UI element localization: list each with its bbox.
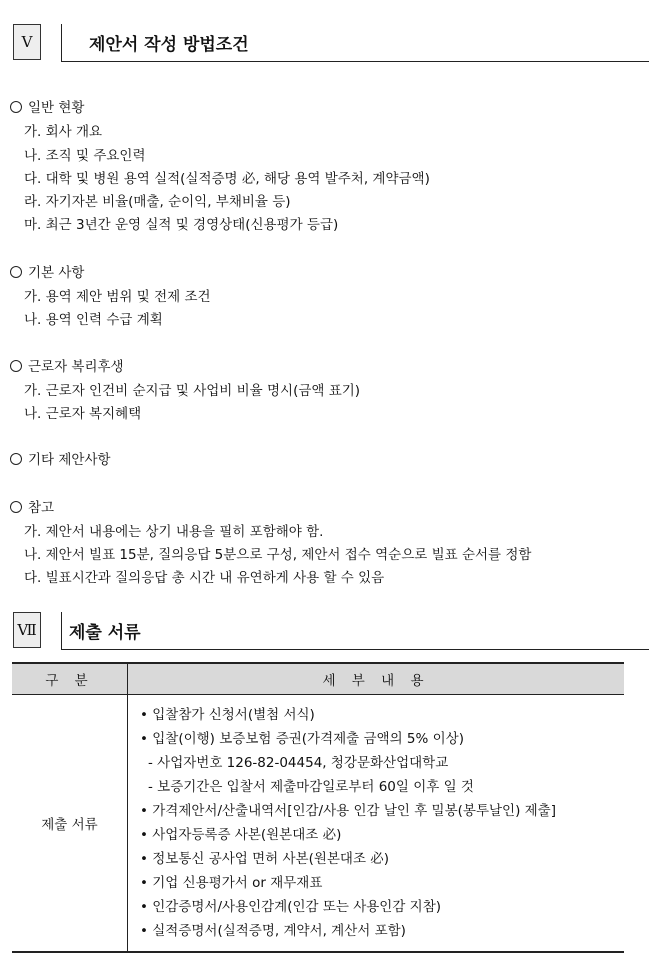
list-item: 다. 빌표시간과 질의응답 총 시간 내 유연하게 사용 할 수 있음 xyxy=(24,570,385,586)
document-item: • 사업자등록증 사본(원본대조 必) xyxy=(140,827,342,843)
document-item: • 입찰(이행) 보증보험 증권(가격제출 금액의 5% 이상) xyxy=(140,731,464,747)
header-underline xyxy=(61,61,649,62)
list-item: 나. 근로자 복지혜택 xyxy=(24,406,142,422)
column-header-category: 구 분 xyxy=(12,663,128,695)
list-item: 나. 제안서 빌표 15분, 질의응답 5분으로 구성, 제안서 접수 역순으로 빌표 순서를 정함 xyxy=(24,547,532,563)
section-number-box: Ⅶ xyxy=(13,612,41,648)
table-row xyxy=(12,695,624,953)
circle-bullet-icon xyxy=(10,266,22,278)
list-item: 라. 자기자본 비율(매출, 순이익, 부채비율 등) xyxy=(24,194,291,210)
list-item: 가. 제안서 내용에는 상기 내용을 필히 포함해야 함. xyxy=(24,524,324,540)
section-number-box: Ⅴ xyxy=(13,24,41,60)
header-divider xyxy=(61,612,62,650)
document-subitem: - 사업자번호 126-82-04454, 청강문화산업대학교 xyxy=(148,755,449,771)
column-header-details: 세 부 내 용 xyxy=(128,663,625,695)
list-item: 가. 근로자 인건비 순지급 및 사업비 비율 명시(금액 표기) xyxy=(24,383,361,399)
topic-heading: 기본 사항 xyxy=(10,261,84,281)
list-item: 다. 대학 및 병원 용역 실적(실적증명 必, 해당 용역 발주처, 계약금액) xyxy=(24,171,430,187)
section-header-5 xyxy=(13,24,649,64)
circle-bullet-icon xyxy=(10,360,22,372)
section-title: 제출 서류 xyxy=(69,623,141,643)
circle-bullet-icon xyxy=(10,501,22,513)
row-label: 제출 서류 xyxy=(12,695,128,953)
section-title: 제안서 작성 방법조건 xyxy=(89,35,249,55)
document-subitem: - 보증기간은 입찰서 제출마감일로부터 60일 이후 일 것 xyxy=(148,779,474,795)
header-underline xyxy=(61,649,649,650)
topic-heading: 기타 제안사항 xyxy=(10,448,111,468)
list-item: 마. 최근 3년간 운영 실적 및 경영상태(신용평가 등급) xyxy=(24,217,339,233)
document-item: • 가격제안서/산출내역서[인감/사용 인감 날인 후 밀봉(봉투날인) 제출] xyxy=(140,803,556,819)
list-item: 가. 용역 제안 범위 및 전제 조건 xyxy=(24,289,211,305)
documents-table xyxy=(12,662,624,953)
list-item: 나. 용역 인력 수급 계획 xyxy=(24,312,163,328)
header-divider xyxy=(61,24,62,62)
document-item: • 기업 신용평가서 or 재무재표 xyxy=(140,875,323,891)
topic-heading: 일반 현황 xyxy=(10,96,84,116)
circle-bullet-icon xyxy=(10,453,22,465)
circle-bullet-icon xyxy=(10,101,22,113)
list-item: 나. 조직 및 주요인력 xyxy=(24,148,146,164)
document-item: • 입찰참가 신청서(별첨 서식) xyxy=(140,707,315,723)
topic-heading: 참고 xyxy=(10,496,54,516)
details-cell xyxy=(128,695,625,953)
document-item: • 실적증명서(실적증명, 계약서, 계산서 포함) xyxy=(140,923,406,939)
list-item: 가. 회사 개요 xyxy=(24,124,103,140)
section-header-7 xyxy=(13,612,649,652)
topic-heading: 근로자 복리후생 xyxy=(10,355,124,375)
document-item: • 정보통신 공사업 면허 사본(원본대조 必) xyxy=(140,851,390,867)
table-header-row xyxy=(12,663,624,695)
document-item: • 인감증명서/사용인감계(인감 또는 사용인감 지참) xyxy=(140,899,442,915)
